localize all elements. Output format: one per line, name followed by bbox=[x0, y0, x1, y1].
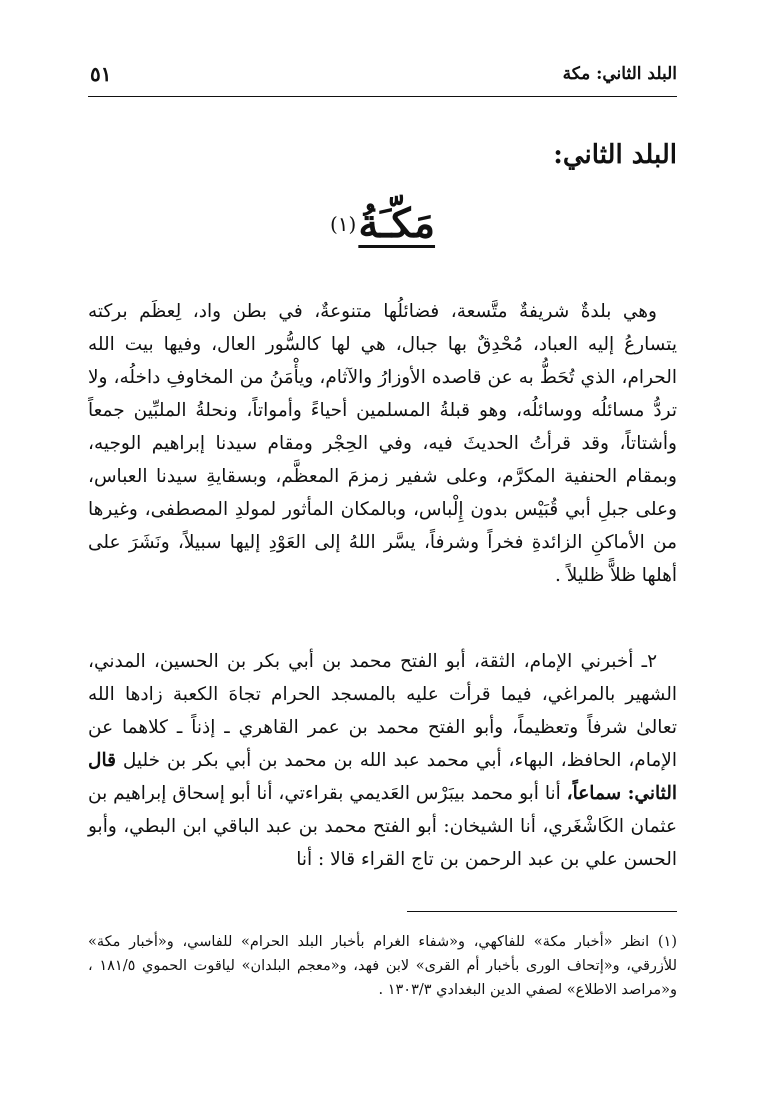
footnote-1: (١) انظر «أخبار مكة» للفاكهي، و«شفاء الغرام بأخبار البلد الحرام» للفاسي، و«أخبار مكة» للأزرقي، و«إتحاف الورى بأخبار أم القرى» لابن فهد، و«معجم البلدان» لياقوت الحموي ١٨١/٥ ، و«مراصد الاطلاع» لصفي الدين البغدادي ١٣٠٣/٣ . bbox=[88, 934, 678, 998]
paragraph-2-text bbox=[88, 645, 677, 876]
section-heading: البلد الثاني: bbox=[553, 140, 677, 170]
paragraph-1-text: وهي بلدةٌ شريفةٌ متَّسعة، فضائلُها متنوعةٌ، في بطن واد، لِعظَم بركته يتسارعُ إليه العباد، مُحْدِقٌ بها جبال، هي لها كالسُّور العال، وفيها بيت الله الحرام، الذي تُحَطُّ به عن قاصده الأوزارُ والآثام، ويأْمَنُ من المخاوفِ داخلُه، ولا تردُّ مسائلُه ووسائلُه، وهو قبلةُ المسلمين أحياءً وأمواتاً، ونحلةُ الملبِّين جمعاً وأشتاتاً، وقد قرأتُ الحديثَ فيه، وفي الحِجْر ومقام سيدنا إبراهيم الوجيه، وبمقام الحنفية المكرَّم، وعلى شفير زمزمَ المعظَّم، وبسقايةِ سيدنا العباس، وعلى جبلِ أبي قُبَيْس بدون إِلْباس، وبالمكان المأثور لمولدِ المصطفى، وغيرها من الأماكنِ الزائدةِ فخراً وشرفاً، يسَّر اللهُ إلى العَوْدِ إليها سبيلاً، ونَشَرَ على أهلها ظلاًّ ظليلاً . bbox=[88, 301, 677, 586]
footnotes bbox=[88, 930, 677, 1002]
footnote-divider bbox=[407, 911, 677, 912]
paragraph-2-part1: ٢ـ أخبرني الإمام، الثقة، أبو الفتح محمد بن أبي بكر بن الحسين، المدني، الشهير بالمراغي، فيما قرأت عليه بالمسجد الحرام تجاهَ الكعبة زادها الله تعالىٰ شرفاً وتعظيماً، وأبو الفتح محمد بن عمر القاهري ـ إذناً ـ كلاهما عن الإمام، الحافظ، البهاء، أبي محمد عبد الله بن محمد بن أبي بكر بن خليل bbox=[88, 651, 677, 771]
paragraph-1 bbox=[88, 295, 677, 592]
page-number: ٥١ bbox=[90, 62, 112, 86]
paragraph-2-bold: قال الثاني: سماعاً، bbox=[88, 750, 677, 804]
page-header bbox=[88, 60, 677, 97]
paragraph-2-part2: أنا أبو محمد بيبَرْس العَديمي بقراءتي، أنا أبو إسحاق إبراهيم بن عثمان الكَاشْغَري، أنا الشيخان: أبو الفتح محمد بن عبد الباقي ابن البطي، وأبو الحسن علي بن عبد الرحمن بن تاج القراء قالا : أنا bbox=[88, 783, 677, 870]
chapter-title-text: مَكّـَةُ bbox=[358, 200, 436, 247]
paragraph-2 bbox=[88, 645, 677, 876]
running-title: البلد الثاني: مكة bbox=[562, 64, 677, 84]
footnote-marker: (١) bbox=[329, 211, 357, 236]
chapter-title bbox=[0, 200, 765, 247]
